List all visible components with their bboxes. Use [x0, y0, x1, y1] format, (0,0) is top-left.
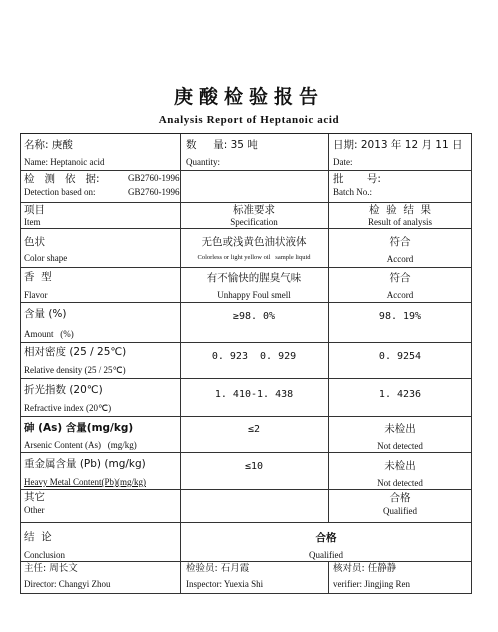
other-result-cn: 合格	[389, 492, 411, 504]
column-header-item-cn: 项目	[24, 204, 45, 216]
amount-label-en: Amount (%)	[24, 329, 74, 339]
row-line	[20, 416, 472, 417]
heavy-metal-spec-value: ≤10	[244, 461, 264, 472]
refractive-label-en: Refractive index (20℃)	[24, 403, 112, 413]
arsenic-result-en: Not detected	[377, 441, 423, 451]
flavor-result-en: Accord	[386, 290, 414, 300]
standard-1: GB2760-1996	[128, 173, 180, 183]
density-label-en: Relative density (25 / 25℃)	[24, 365, 126, 375]
arsenic-spec-value: ≤2	[247, 424, 261, 435]
color-shape-spec-cn: 无色或浅黄色油状液体	[201, 236, 307, 248]
director-cn: 主任: 周长文	[24, 563, 78, 574]
heavy-metal-result-cn: 未检出	[384, 460, 416, 472]
column-header-spec-cn: 标准要求	[233, 204, 275, 216]
heavy-metal-result-en: Not detected	[377, 478, 423, 488]
verifier-en: verifier: Jingjing Ren	[333, 579, 410, 589]
standard-2: GB2760-1996	[128, 187, 180, 197]
column-header-result-en: Result of analysis	[368, 217, 432, 227]
quantity-en: Quantity:	[186, 157, 220, 167]
batch-cn: 批 号:	[333, 173, 381, 185]
row-line	[20, 522, 472, 523]
conclusion-value-en: Qualified	[309, 550, 343, 560]
row-line	[20, 593, 472, 594]
row-line	[20, 452, 472, 453]
name-cn: 名称: 庚酸	[24, 139, 73, 151]
color-shape-result-cn: 符合	[389, 236, 411, 248]
date-en: Date:	[333, 157, 353, 167]
arsenic-label-en: Arsenic Content (As) (mg/kg)	[24, 440, 137, 450]
arsenic-result-cn: 未检出	[384, 423, 416, 435]
amount-label-cn: 含量 (%)	[24, 308, 67, 320]
heavy-metal-label-en: Heavy Metal Content(Pb)(mg/kg)	[24, 477, 146, 487]
row-line	[20, 228, 472, 229]
refractive-label-cn: 折光指数 (20℃)	[24, 384, 103, 396]
conclusion-value-cn: 合格	[315, 532, 337, 544]
flavor-spec-cn: 有不愉快的腥臭气味	[206, 272, 302, 284]
column-header-spec-en: Specification	[230, 217, 278, 227]
row-line	[20, 302, 472, 303]
column-header-result-cn: 检 验 结 果	[368, 204, 432, 216]
column-divider-2b	[328, 202, 329, 522]
report-title-en: Analysis Report of Heptanoic acid	[158, 114, 340, 126]
column-divider-1	[180, 134, 181, 594]
color-shape-spec-en: Colorless or light yellow oil sample liquid	[197, 254, 311, 261]
row-line	[20, 267, 472, 268]
quantity-cn: 数 量: 35 吨	[186, 139, 258, 151]
director-en: Director: Changyi Zhou	[24, 579, 111, 589]
table-border-left	[20, 134, 21, 594]
row-line	[20, 561, 472, 562]
flavor-spec-en: Unhappy Foul smell	[217, 290, 291, 300]
batch-en: Batch No.:	[333, 187, 372, 197]
table-border-right	[471, 134, 472, 594]
row-line	[20, 170, 472, 171]
density-label-cn: 相对密度 (25 / 25℃)	[24, 346, 127, 358]
amount-result-value: 98. 19%	[378, 311, 422, 322]
refractive-spec-value: 1. 410-1. 438	[214, 389, 294, 400]
column-divider-2	[328, 134, 329, 202]
refractive-result-value: 1. 4236	[378, 389, 422, 400]
row-line	[20, 342, 472, 343]
color-shape-label-en: Color shape	[24, 253, 68, 263]
color-shape-label-cn: 色状	[24, 236, 45, 248]
row-line	[20, 378, 472, 379]
verifier-cn: 核对员: 任静静	[333, 563, 397, 574]
detection-cn: 检 测 依 据:	[24, 173, 100, 185]
other-label-en: Other	[24, 505, 45, 515]
conclusion-label-en: Conclusion	[24, 550, 66, 560]
column-divider-2c	[328, 561, 329, 594]
amount-spec-value: ≥98. 0%	[232, 311, 276, 322]
column-header-item-en: Item	[24, 217, 41, 227]
date-cn: 日期: 2013 年 12 月 11 日	[333, 139, 463, 151]
other-result-en: Qualified	[383, 506, 417, 516]
report-table	[20, 133, 472, 594]
other-label-cn: 其它	[24, 491, 45, 503]
row-line	[20, 489, 472, 490]
color-shape-result-en: Accord	[386, 254, 414, 264]
name-en: Name: Heptanoic acid	[24, 157, 105, 167]
conclusion-label-cn: 结 论	[24, 531, 52, 543]
arsenic-label-cn: 砷 (As) 含量(mg/kg)	[24, 422, 134, 434]
row-line	[20, 202, 472, 203]
flavor-result-cn: 符合	[389, 272, 411, 284]
inspector-en: Inspector: Yuexia Shi	[186, 579, 264, 589]
flavor-label-cn: 香 型	[24, 271, 52, 283]
detection-en: Detection based on:	[24, 187, 96, 197]
flavor-label-en: Flavor	[24, 290, 48, 300]
inspector-cn: 检验员: 石月霞	[186, 563, 250, 574]
density-spec-value: 0. 923 0. 929	[211, 351, 297, 362]
report-title-cn: 庚酸检验报告	[173, 86, 324, 108]
density-result-value: 0. 9254	[378, 351, 422, 362]
heavy-metal-label-cn: 重金属含量 (Pb) (mg/kg)	[24, 458, 146, 470]
